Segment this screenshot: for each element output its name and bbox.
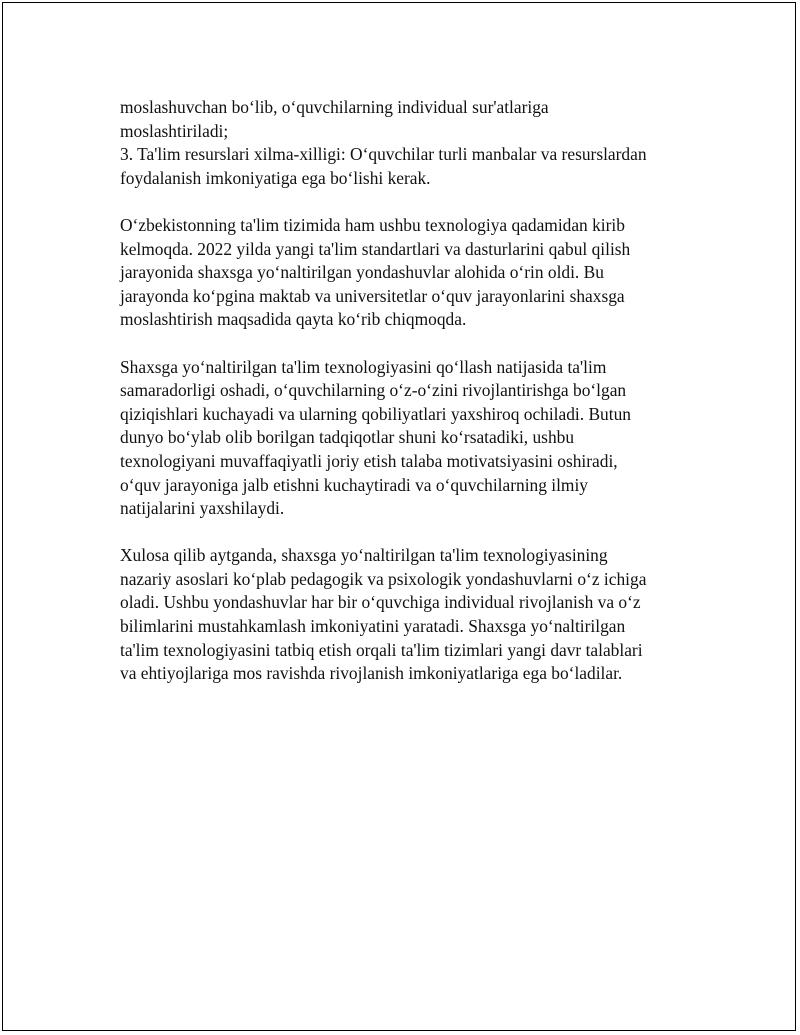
text-line: kelmoqda. 2022 yilda yangi ta'lim standartlari va dasturlarini qabul qilish (120, 238, 631, 259)
text-line: jarayonida shaxsga yoʻnaltirilgan yondashuvlar alohida oʻrin oldi. Bu (120, 262, 604, 283)
paragraph-spacer (120, 332, 710, 356)
text-line: jarayonda koʻpgina maktab va universitetlar oʻquv jarayonlarini shaxsga (120, 285, 625, 306)
text-line: bilimlarini mustahkamlash imkoniyatini yaratadi. Shaxsga yoʻnaltirilgan (120, 616, 626, 637)
document-body (120, 96, 710, 686)
text-line: moslashtiriladi; (120, 120, 229, 141)
document-page (2, 2, 796, 1031)
text-line: Oʻzbekistonning ta'lim tizimida ham ushbu texnologiya qadamidan kirib (120, 214, 625, 235)
text-line: 3. Ta'lim resurslari xilma-xilligi: Oʻquvchilar turli manbalar va resurslardan (120, 144, 647, 165)
paragraph-spacer (120, 521, 710, 545)
paragraph-4 (120, 544, 710, 686)
text-line: natijalarini yaxshilaydi. (120, 498, 285, 519)
paragraph-2 (120, 214, 710, 332)
text-line: oʻquv jarayoniga jalb etishni kuchaytiradi va oʻquvchilarning ilmiy (120, 474, 588, 495)
text-line: Shaxsga yoʻnaltirilgan ta'lim texnologiyasini qoʻllash natijasida ta'lim (120, 356, 607, 377)
text-line: dunyo boʻylab olib borilgan tadqiqotlar shuni koʻrsatadiki, ushbu (120, 427, 575, 448)
paragraph-1 (120, 96, 710, 190)
text-line: va ehtiyojlariga mos ravishda rivojlanish imkoniyatlariga ega boʻladilar. (120, 663, 623, 684)
paragraph-3 (120, 356, 710, 521)
text-line: texnologiyani muvaffaqiyatli joriy etish talaba motivatsiyasini oshiradi, (120, 450, 618, 471)
text-line: ta'lim texnologiyasini tatbiq etish orqali ta'lim tizimlari yangi davr talablari (120, 639, 643, 660)
paragraph-spacer (120, 190, 710, 214)
text-line: oladi. Ushbu yondashuvlar har bir oʻquvchiga individual rivojlanish va oʻz (120, 592, 641, 613)
text-line: qiziqishlari kuchayadi va ularning qobiliyatlari yaxshiroq ochiladi. Butun (120, 403, 631, 424)
text-line: Xulosa qilib aytganda, shaxsga yoʻnaltirilgan ta'lim texnologiyasining (120, 545, 608, 566)
text-line: moslashuvchan boʻlib, oʻquvchilarning individual sur'atlariga (120, 97, 549, 117)
text-line: moslashtirish maqsadida qayta koʻrib chiqmoqda. (120, 309, 467, 330)
text-line: nazariy asoslari koʻplab pedagogik va psixologik yondashuvlarni oʻz ichiga (120, 568, 647, 589)
text-line: foydalanish imkoniyatiga ega boʻlishi kerak. (120, 167, 431, 188)
text-line: samaradorligi oshadi, oʻquvchilarning oʻz-oʻzini rivojlantirishga boʻlgan (120, 380, 627, 401)
